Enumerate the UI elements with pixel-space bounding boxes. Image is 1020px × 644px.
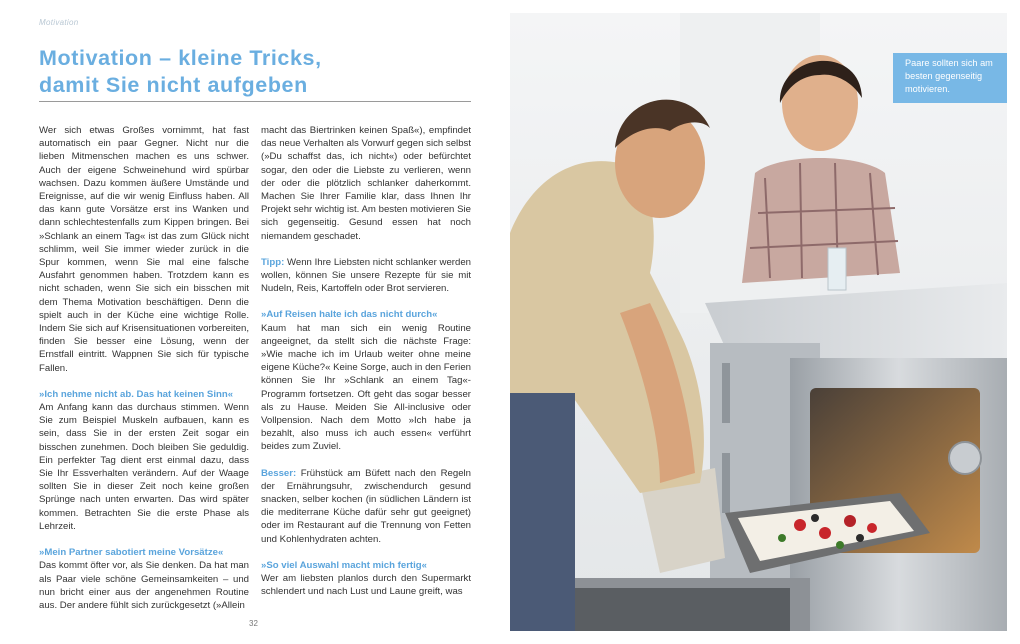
subhead-travel: »Auf Reisen halte ich das nicht durch« bbox=[261, 309, 438, 321]
cabinet-handle-2 bbox=[722, 453, 730, 513]
subhead-choice: »So viel Auswahl macht mich fertig« bbox=[261, 559, 427, 571]
paragraph-partner-sabotage: Das kommt öfter vor, als Sie denken. Da hat man als Paar viele schöne Gemeinsamkeiten – und nun bricht einer aus der angenehmen Routine aus. Der andere fühlt sich zurückgesetzt (»Allein bbox=[39, 560, 249, 611]
photo-caption: Paare sollten sich am besten gegenseitig motivieren. bbox=[893, 53, 1007, 103]
water-glass bbox=[828, 248, 846, 290]
tip-text: Wenn Ihre Liebsten nicht schlanker werden wollen, können Sie unsere Rezepte für sie mit Nudeln, Reis, Kartoffeln oder Brot servieren. bbox=[261, 256, 471, 295]
headline-line-1: Motivation – kleine Tricks, bbox=[39, 46, 322, 70]
page-title bbox=[39, 45, 471, 99]
paragraph-no-weight-loss: Am Anfang kann das durchaus stimmen. Wenn Sie zum Beispiel Muskeln aufbauen, kann es sein, dass Sie in der ersten Zeit sogar ein bisschen zunehmen. Doch bleiben Sie geduldig. Ein perfekter Tag dient erst einmal dazu, dass Sie Ihr Essverhalten verändern. Auf der Waage sollten Sie in dieser Zeit noch keine großen Sprünge nach unten erwarten. Das wird später kommen. Betrachten Sie die erste Phase als Lehrzeit. bbox=[39, 402, 249, 532]
headline-line-2: damit Sie nicht aufgeben bbox=[39, 73, 308, 97]
man-jeans bbox=[510, 393, 575, 631]
paragraph-continuation: macht das Biertrinken keinen Spaß«), empfindet das neue Verhalten als Vorwurf gegen sich selbst (»Du schaffst das, ich nicht«) oder befürchtet sogar, den oder die Liebste zu verlieren, wenn der oder die plötzlich schlanker daherkommt. Machen Sie Ihrer Familie klar, dass Ihnen Ihr Projekt sehr wichtig ist. Am besten motivieren Sie sich gegenseitig. Gesund essen hat noch niemandem geschadet. bbox=[261, 125, 471, 242]
text-column-1 bbox=[39, 124, 249, 612]
paragraph-travel: Kaum hat man sich ein wenig Routine angeeignet, da stellt sich die nächste Frage: »Wie mache ich im Urlaub weiter ohne meine eigene Küche?« Keine Sorge, auch in den Ferien können Sie Ihr »Schlank an einem Tag«-Programm fortsetzen. Oft geht das sogar besser als zu Hause. Meiden Sie All-inclusive oder Vollpension. Nach dem Motto »Ich habe ja bezahlt, also muss ich auch essen« verführt beides zum Zuviel. bbox=[261, 322, 471, 453]
besser-text: Frühstück am Büfett nach den Regeln der Ernährungsuhr, zwischendurch gesund snacken, selber kochen (in südlichen Ländern ist die mediterrane Küche dafür sehr gut geeignet) oder im Restaurant auf die Trennung von Fetten und Kohlenhydraten achten. bbox=[261, 467, 471, 545]
headline-rule bbox=[39, 101, 471, 102]
oven-knob bbox=[949, 442, 981, 474]
tip-paragraph bbox=[261, 256, 471, 296]
subhead-no-weight-loss: »Ich nehme nicht ab. Das hat keinen Sinn« bbox=[39, 388, 234, 400]
besser-label: Besser: bbox=[261, 467, 297, 479]
kitchen-photo-illustration bbox=[510, 13, 1007, 631]
text-column-2 bbox=[261, 124, 471, 599]
kitchen-photo bbox=[510, 13, 1007, 631]
paragraph-choice: Wer am liebsten planlos durch den Supermarkt schlendert und nach Lust und Laune greift, was bbox=[261, 573, 471, 598]
page-number: 32 bbox=[249, 619, 258, 628]
cabinet-handle bbox=[722, 363, 730, 423]
subhead-partner-sabotage: »Mein Partner sabotiert meine Vorsätze« bbox=[39, 547, 224, 559]
besser-paragraph bbox=[261, 467, 471, 546]
tip-label: Tipp: bbox=[261, 256, 285, 268]
intro-paragraph: Wer sich etwas Großes vornimmt, hat fast automatisch ein paar Gegner. Nicht nur die lieben Mitmenschen machen es uns schwer. Auch der eigene Schweinehund wird spürbar wachsen. Dazu kommen äußere Umstände und Ereignisse, auf die wir wenig Einfluss haben. All das kann gute Vorsätze erst ins Wanken und dann schlechtestenfalls zum Kippen bringen. Bei »Schlank an einem Tag« ist das zum Glück nicht schlimm, weil Sie immer wieder zurück in die Spur kommen, wenn Sie mal eine falsche Ausfahrt genommen haben. Trotzdem kann es nicht schaden, wenn Sie sich ein bisschen mit dem Thema Motivation beschäftigen. Denn die spielt auch in der Küche eine wichtige Rolle. Indem Sie sich auf Krisensituationen vorbereiten, finden Sie besser eine Lösung, wenn der Ernstfall eintritt. Wappnen Sie sich für typische Fallen. bbox=[39, 125, 249, 374]
section-label: Motivation bbox=[39, 18, 79, 27]
